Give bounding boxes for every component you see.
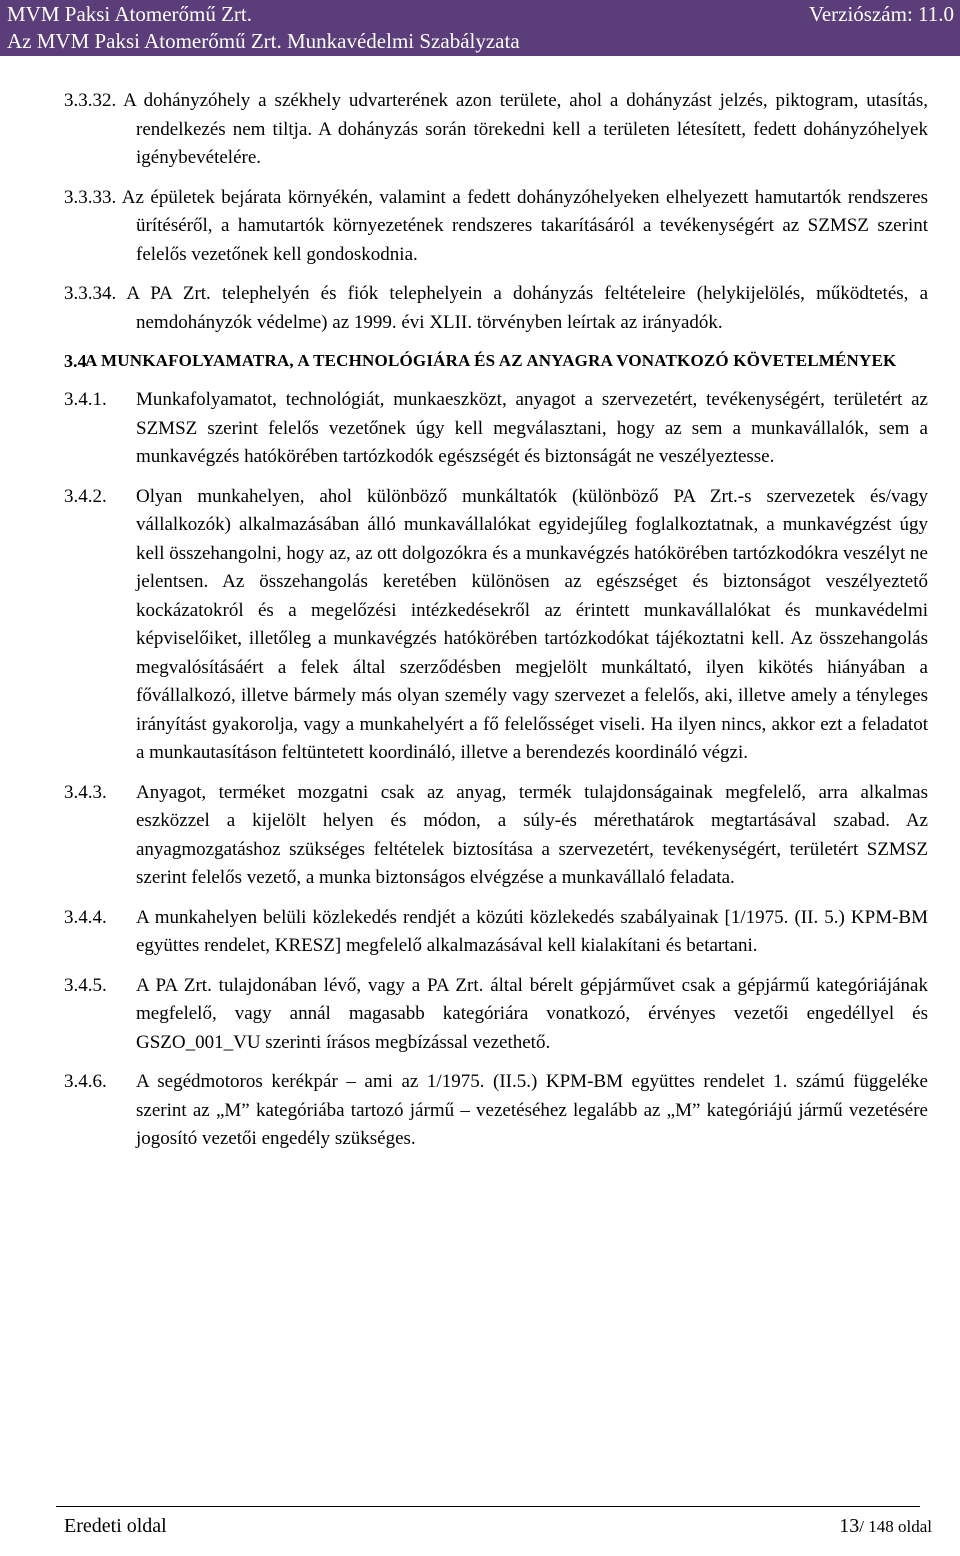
paragraph-3-4-3 bbox=[64, 779, 928, 893]
paragraph-number: 3.3.32. bbox=[64, 90, 117, 111]
document-title: Az MVM Paksi Atomerőmű Zrt. Munkavédelmi Szabályzata bbox=[7, 29, 520, 53]
paragraph-number: 3.3.34. bbox=[64, 283, 117, 304]
section-number: 3.4 bbox=[64, 351, 87, 371]
paragraph-text: Munkafolyamatot, technológiát, munkaeszközt, anyagot a szervezetért, tevékenységért, területért az SZMSZ szerint felelős vezetőnek úgy kell megválasztani, hogy az sem a munkavállalók, sem a munkavégzés hatókörében tartózkodók egészségét és biztonságát ne veszélyeztesse. bbox=[136, 389, 928, 467]
paragraph-text: Anyagot, terméket mozgatni csak az anyag, termék tulajdonságainak megfelelő, arra alkalmas eszközzel a kijelölt helyen és módon, a súly-és mérethatárok megtartásával szabad. Az anyagmozgatáshoz szükséges feltételek biztosítása a szervezetért, tevékenységért, területért SZMSZ szerint felelős vezető, a munka biztonságos elvégzése a munkavállaló feladata. bbox=[136, 781, 928, 888]
paragraph-number: 3.4.4. bbox=[64, 906, 107, 928]
paragraph-3-3-32 bbox=[64, 87, 928, 173]
paragraph-3-3-33 bbox=[64, 184, 928, 270]
paragraph-text: A munkahelyen belüli közlekedés rendjét a közúti közlekedés szabályainak [1/1975. (II. 5.) KPM-BM együttes rendelet, KRESZ] megfelelő alkalmazásával kell kialakítani és betartani. bbox=[136, 906, 928, 956]
current-page: 13 bbox=[839, 1515, 860, 1537]
paragraph-number: 3.4.6. bbox=[64, 1071, 107, 1092]
footer-page-number bbox=[839, 1512, 932, 1541]
paragraph-3-4-6 bbox=[64, 1068, 928, 1154]
paragraph-text: Olyan munkahelyen, ahol különböző munkáltatók (különböző PA Zrt.-s szervezetek és/vagy vállalkozók) alkalmazásában álló munkavállalókat egyidejűleg foglalkoztatnak, a munkavégzést úgy kell összehangolni, hogy az, az ott dolgozókra és a munkavégzés hatókörében tartózkodókra veszélyt ne jelentsen. Az összehangolás keretében különösen az egészséget és biztonságot veszélyeztető kockázatokról és a megelőzési intézkedésekről az érintett munkavállalókat és munkavédelmi képviselőiket, illetőleg a munkavégzés hatókörében tartózkodókat tájékoztatni kell. Az összehangolás megvalósításáért a felek által szerződésben megjelölt munkáltató, ilyen kikötés hiányában a fővállalkozó, illetve bármely más olyan személy vagy szervezet a felelős, aki, illetve amely a tényleges irányítást gyakorolja, vagy a munkahelyért a fő felelősséget viseli. Ha ilyen nincs, akkor ezt a feladatot a munkautasításon feltüntetett koordináló, illetve a berendezés koordináló végzi. bbox=[136, 485, 928, 763]
paragraph-text: A segédmotoros kerékpár – ami az 1/1975. (II.5.) KPM-BM együttes rendelet 1. számú függeléke szerint az „M” kategóriába tartozó jármű – vezetéséhez legalább az „M” kategóriájú jármű vezetésére jogosító vezetői engedély szükséges. bbox=[136, 1071, 928, 1149]
paragraph-text: A dohányzóhely a székhely udvarterének azon területe, ahol a dohányzást jelzés, piktogram, utasítás, rendelkezés nem tiltja. A dohányzás során törekedni kell a területen létesített, fedett dohányzóhelyek igénybevételére. bbox=[123, 90, 929, 168]
paragraph-3-4-4 bbox=[64, 904, 928, 961]
paragraph-number: 3.4.3. bbox=[64, 781, 107, 803]
paragraph-3-4-5 bbox=[64, 972, 928, 1058]
section-title: A MUNKAFOLYAMATRA, A TECHNOLÓGIÁRA ÉS AZ ANYAGRA VONATKOZÓ KÖVETELMÉNYEK bbox=[85, 351, 897, 370]
paragraph-number: 3.4.5. bbox=[64, 974, 107, 996]
paragraph-text: A PA Zrt. tulajdonában lévő, vagy a PA Zrt. által bérelt gépjárművet csak a gépjármű kategóriájának megfelelő, vagy annál magasabb kategóriára vonatkozó, érvényes vezetői engedéllyel és GSZO_001_VU szerinti írásos megbízással vezethető. bbox=[136, 974, 928, 1053]
footer-original-page: Eredeti oldal bbox=[64, 1515, 167, 1537]
paragraph-number: 3.3.33. bbox=[64, 186, 117, 208]
paragraph-3-4-1 bbox=[64, 386, 928, 472]
section-heading-3-4 bbox=[64, 348, 928, 374]
document-body bbox=[64, 87, 928, 1165]
document-header bbox=[0, 0, 960, 56]
paragraph-number: 3.4.1. bbox=[64, 389, 107, 410]
paragraph-number: 3.4.2. bbox=[64, 485, 107, 507]
company-name: MVM Paksi Atomerőmű Zrt. bbox=[7, 2, 252, 26]
paragraph-3-4-2 bbox=[64, 483, 928, 768]
footer-divider bbox=[56, 1506, 920, 1507]
total-pages: / 148 oldal bbox=[859, 1517, 932, 1536]
paragraph-text: Az épületek bejárata környékén, valamint a fedett dohányzóhelyeken elhelyezett hamutartók rendszeres ürítéséről, a hamutartók környezetének rendszeres takarításáról a tevékenységért az SZMSZ szerint felelős vezetőnek kell gondoskodnia. bbox=[121, 186, 928, 265]
paragraph-3-3-34 bbox=[64, 280, 928, 337]
paragraph-text: A PA Zrt. telephelyén és fiók telephelyein a dohányzás feltételeire (helykijelölés, működtetés, a nemdohányzók védelme) az 1999. évi XLII. törvényben leírtak az irányadók. bbox=[126, 283, 928, 333]
version-number: Verziószám: 11.0 bbox=[808, 2, 954, 26]
